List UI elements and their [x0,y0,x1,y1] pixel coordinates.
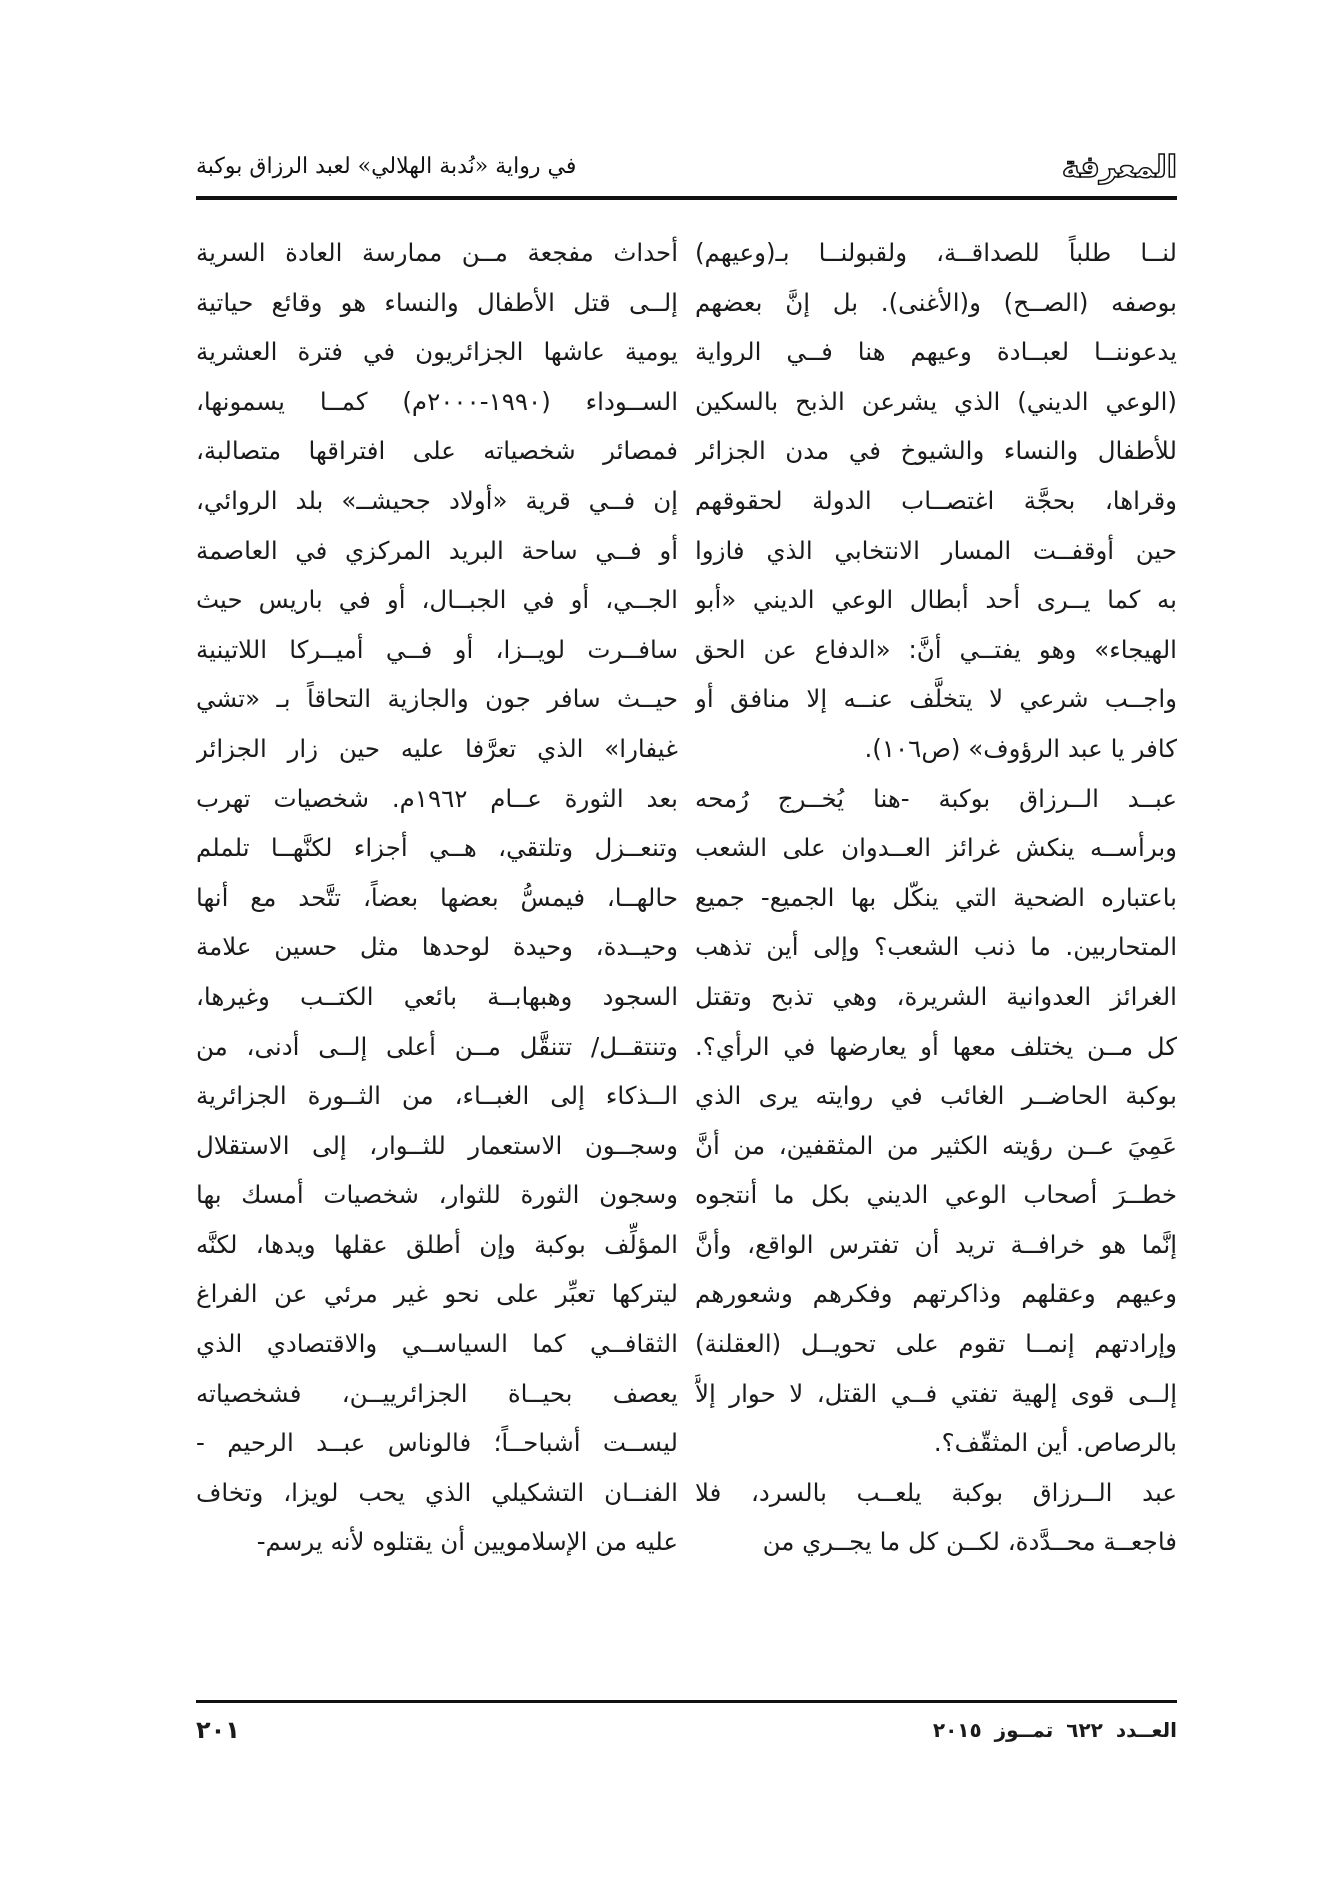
text-line: إلــى قتل الأطفال والنساء هو وقائع حياتية [196,287,678,317]
footer-divider [196,1700,1177,1703]
text-line: يدعوننــا لعبــادة وعيهم هنا فــي الرواية [695,337,1177,367]
text-line: الغرائز العدوانية الشريرة، وهي تذبح وتقتل [695,981,1177,1011]
text-line: الســوداء (١٩٩٠-٢٠٠٠م) كمــا يسمونها، [196,386,678,416]
text-line: (الوعي الديني) الذي يشرعن الذبح بالسكين [695,386,1177,416]
text-column-left [196,228,678,1567]
text-line: بوصفه (الصــح) و(الأغنى). بل إنَّ بعضهم [695,287,1177,317]
text-line: وعيهم وعقلهم وذاكرتهم وفكرهم وشعورهم [695,1279,1177,1309]
text-line: حيــث سافر جون والجازية التحاقاً بـ «تشي [196,684,678,714]
text-line: وبرأســه ينكش غرائز العــدوان على الشعب [695,833,1177,863]
text-line: فمصائر شخصياته على افتراقها متصالبة، [196,436,678,466]
text-line: الفنــان التشكيلي الذي يحب لويزا، وتخاف [196,1477,678,1507]
text-line: أو فــي ساحة البريد المركزي في العاصمة [196,535,678,565]
text-line: سافــرت لويــزا، أو فــي أميــركا اللاتينية [196,634,678,664]
text-line: المؤلِّف بوكبة وإن أطلق عقلها ويدها، لكنَّه [196,1229,678,1259]
text-line: للأطفال والنساء والشيوخ في مدن الجزائر [695,436,1177,466]
text-line: كل مــن يختلف معها أو يعارضها في الرأي؟. [695,1031,1177,1061]
text-line: وسجون الثورة للثوار، شخصيات أمسك بها [196,1180,678,1210]
text-line: عبد الــرزاق بوكبة يلعــب بالسرد، فلا [695,1477,1177,1507]
text-line: به كما يــرى أحد أبطال الوعي الديني «أبو [695,585,1177,615]
text-line: واجــب شرعي لا يتخلَّف عنــه إلا منافق أو [695,684,1177,714]
text-line: وقراها، بحجَّة اغتصــاب الدولة لحقوقهم [695,485,1177,515]
text-line: الثقافــي كما السياســي والاقتصادي الذي [196,1329,678,1359]
header-divider [196,196,1177,200]
page-footer [196,1718,1177,1758]
text-line: إلــى قوى إلهية تفتي فــي القتل، لا حوار إلاَّ [695,1378,1177,1408]
text-line: ليســت أشباحــاً؛ فالوناس عبــد الرحيم - [196,1428,678,1458]
text-line: عَمِيَ عــن رؤيته الكثير من المثقفين، من أنَّ [695,1130,1177,1160]
text-line: وتنتقــل/ تتنقَّل مــن أعلى إلــى أدنى، من [196,1031,678,1061]
text-line: الــذكاء إلى الغبــاء، من الثــورة الجزائرية [196,1081,678,1111]
text-line: حالهــا، فيمسُّ بعضها بعضاً، تتَّحد مع أنها [196,882,678,912]
text-line: عليه من الإسلامويين أن يقتلوه لأنه يرسم- [256,1527,678,1557]
text-line: بالرصاص. أين المثقّف؟. [933,1428,1177,1458]
text-line: عبــد الــرزاق بوكبة -هنا يُخــرج رُمحه [695,783,1177,813]
text-line: فاجعــة محــدَّدة، لكــن كل ما يجــري من [762,1527,1177,1557]
text-line: يومية عاشها الجزائريون في فترة العشرية [196,337,678,367]
text-line: بوكبة الحاضــر الغائب في روايته يرى الذي [695,1081,1177,1111]
text-line: إنَّما هو خرافــة تريد أن تفترس الواقع، وأنَّ [695,1229,1177,1259]
magazine-logo: المعرفة [1061,150,1177,185]
text-line: وحيــدة، وحيدة لوحدها مثل حسين علامة [196,932,678,962]
text-line: بعد الثورة عــام ١٩٦٢م. شخصيات تهرب [196,783,678,813]
text-column-right [695,228,1177,1567]
text-line: يعصف بحيــاة الجزائرييــن، فشخصياته [196,1378,678,1408]
text-line: وسجــون الاستعمار للثــوار، إلى الاستقلال [196,1130,678,1160]
page-number: ٢٠١ [196,1716,240,1744]
text-line: لنــا طلباً للصداقــة، ولقبولنــا بـ(وعيهم) [695,238,1177,267]
text-line: وتنعــزل وتلتقي، هــي أجزاء لكنَّهــا تلملم [196,833,678,863]
text-line: إن فــي قرية «أولاد جحيشــ» بلد الروائي، [196,485,678,515]
text-line: كافر يا عبد الرؤوف» (ص١٠٦). [864,733,1177,763]
text-line: وإرادتهم إنمــا تقوم على تحويــل (العقلنة) [695,1329,1177,1359]
text-line: خطــرَ أصحاب الوعي الديني بكل ما أنتجوه [695,1180,1177,1210]
text-line: السجود وهبهابــة بائعي الكتــب وغيرها، [196,981,678,1011]
text-line: باعتباره الضحية التي ينكّل بها الجميع- جميع [695,882,1177,912]
text-line: الجــي، أو في الجبــال، أو في باريس حيث [196,585,678,615]
text-line: المتحاربين. ما ذنب الشعب؟ وإلى أين تذهب [695,932,1177,962]
text-line: الهيجاء» وهو يفتــي أنَّ: «الدفاع عن الحق [695,634,1177,664]
text-line: أحداث مفجعة مــن ممارسة العادة السرية [196,238,678,267]
issue-info: العــدد ٦٢٢ تمــوز ٢٠١٥ [932,1718,1177,1742]
text-line: حين أوقفــت المسار الانتخابي الذي فازوا [695,535,1177,565]
text-line: ليتركها تعبِّر على نحو غير مرئي عن الفراغ [196,1279,678,1309]
text-line: غيفارا» الذي تعرَّفا عليه حين زار الجزائر [196,733,678,763]
page-header [196,140,1177,200]
running-title: في رواية «نُدبة الهلالي» لعبد الرزاق بوكبة [196,154,577,179]
